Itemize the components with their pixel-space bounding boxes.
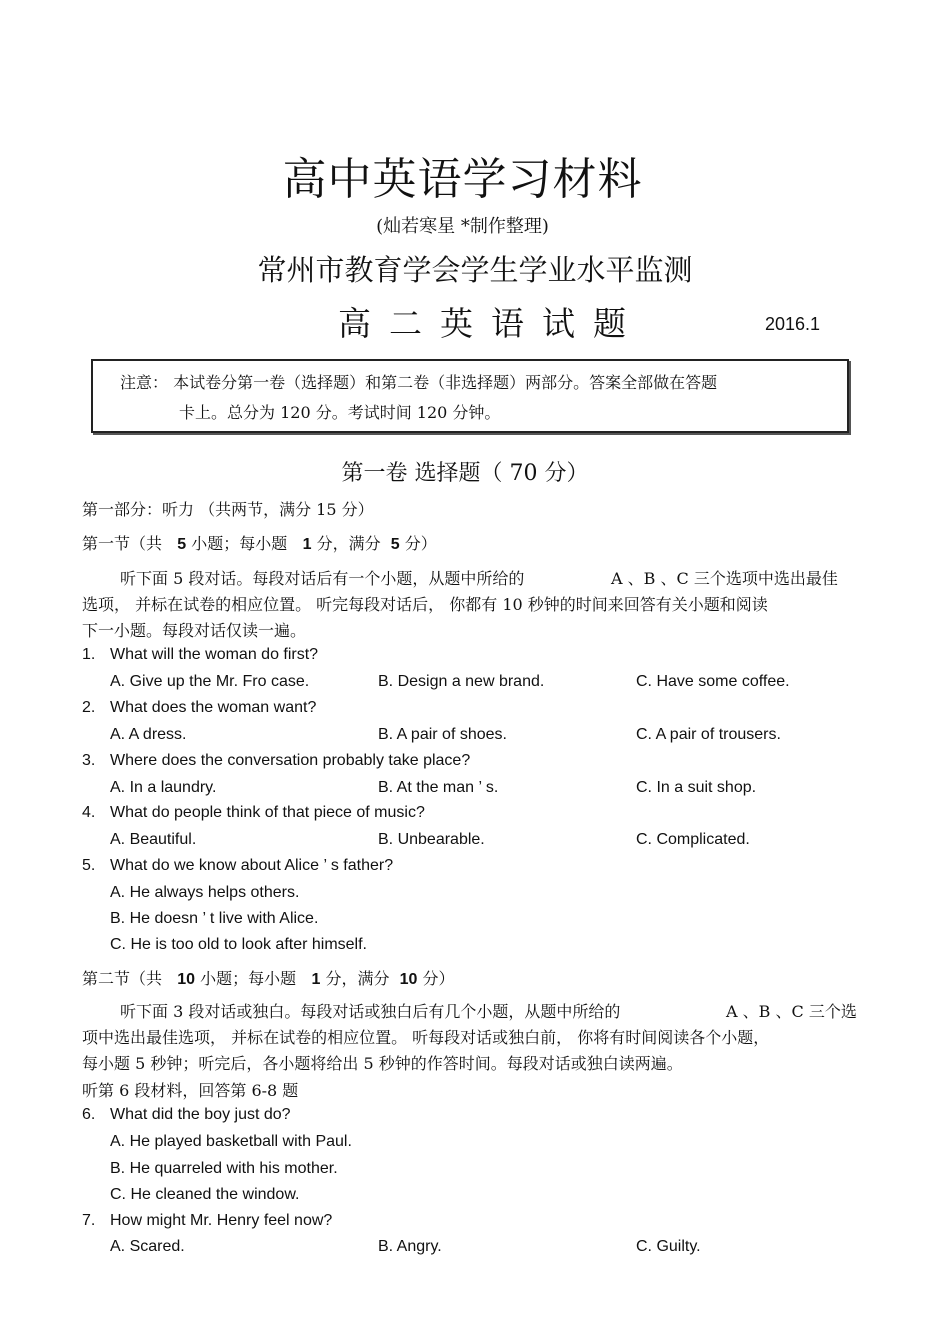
section2-heading-d: 分）: [422, 969, 455, 988]
question-number: 7.: [82, 1212, 96, 1229]
option-a: A. He always helps others.: [110, 884, 300, 901]
question-stem: What did the boy just do?: [110, 1106, 291, 1123]
section2-heading-n2: 1: [311, 971, 321, 988]
section1-heading-n1: 5: [177, 536, 187, 553]
question-number: 5.: [82, 857, 96, 874]
question-number: 1.: [82, 646, 96, 663]
option-b: B. Angry.: [378, 1238, 442, 1255]
document-subtitle: (灿若寒星 *制作整理): [376, 216, 549, 237]
section1-heading-b: 小题；每小题: [191, 534, 288, 553]
question-stem: How might Mr. Henry feel now?: [110, 1212, 333, 1229]
section1-heading-n2: 1: [302, 536, 312, 553]
section1-heading: [82, 531, 437, 554]
question-stem: What will the woman do first?: [110, 646, 319, 663]
section2-material-label: 听第 6 段材料，回答第 6-8 题: [82, 1081, 299, 1100]
section2-heading-c: 分，满分: [325, 969, 390, 988]
option-c: C. Complicated.: [636, 831, 750, 848]
option-c: C. A pair of trousers.: [636, 726, 781, 743]
option-a: A. A dress.: [110, 726, 187, 743]
option-a: A. In a laundry.: [110, 779, 217, 796]
option-a: A. Beautiful.: [110, 831, 197, 848]
section1-instruction-2: 选项， 并标在试卷的相应位置。 听完每段对话后， 你都有 10 秒钟的时间来回答有关小题和阅读: [82, 595, 768, 614]
section2-heading: [82, 966, 455, 989]
volume-title: 第一卷 选择题（ 70 分）: [341, 461, 589, 486]
section2-heading-b: 小题；每小题: [200, 969, 297, 988]
option-a: A. Scared.: [110, 1238, 185, 1255]
question-number: 2.: [82, 699, 96, 716]
option-c: C. In a suit shop.: [636, 779, 757, 796]
option-a: A. He played basketball with Paul.: [110, 1133, 352, 1150]
section1-heading-c: 分，满分: [316, 534, 381, 553]
question-number: 4.: [82, 804, 96, 821]
section1-instruction-1a: 听下面 5 段对话。每段对话后有一个小题，从题中所给的: [120, 569, 525, 588]
exam-title: 高二英语试题: [338, 304, 644, 343]
section2-heading-a: 第二节（共: [82, 969, 163, 988]
question-stem: What do people think of that piece of music?: [110, 804, 425, 821]
notice-line-2: 卡上。总分为 120 分。考试时间 120 分钟。: [179, 403, 501, 422]
option-c: C. He is too old to look after himself.: [110, 936, 367, 953]
question-stem: What does the woman want?: [110, 699, 317, 716]
notice-line-1: 注意： 本试卷分第一卷（选择题）和第二卷（非选择题）两部分。答案全部做在答题: [120, 373, 718, 392]
question-number: 3.: [82, 752, 96, 769]
option-b: B. Unbearable.: [378, 831, 485, 848]
section2-instruction-1b: A 、B 、C 三个选: [726, 1002, 857, 1021]
section1-heading-a: 第一节（共: [82, 534, 163, 553]
question-stem: Where does the conversation probably take place?: [110, 752, 471, 769]
option-b: B. Design a new brand.: [378, 673, 545, 690]
option-b: B. At the man ’ s.: [378, 779, 499, 796]
section2-heading-n1: 10: [177, 971, 196, 988]
document-title: 高中英语学习材料: [282, 154, 643, 205]
section1-heading-d: 分）: [404, 534, 437, 553]
question-number: 6.: [82, 1106, 96, 1123]
section2-instruction-2: 项中选出最佳选项， 并标在试卷的相应位置。 听每段对话或独白前， 你将有时间阅读各个小题，: [82, 1028, 770, 1047]
option-b: B. He doesn ’ t live with Alice.: [110, 910, 319, 927]
option-b: B. A pair of shoes.: [378, 726, 507, 743]
option-b: B. He quarreled with his mother.: [110, 1160, 338, 1177]
option-c: C. Guilty.: [636, 1238, 701, 1255]
option-c: C. Have some coffee.: [636, 673, 790, 690]
option-c: C. He cleaned the window.: [110, 1186, 300, 1203]
section2-instruction-1a: 听下面 3 段对话或独白。每段对话或独白后有几个小题，从题中所给的: [120, 1002, 621, 1021]
section2-heading-n3: 10: [399, 971, 418, 988]
section1-instruction-1b: A 、B 、C 三个选项中选出最佳: [611, 569, 838, 588]
section2-instruction-3: 每小题 5 秒钟；听完后，各小题将给出 5 秒钟的作答时间。每段对话或独白读两遍。: [82, 1054, 683, 1073]
exam-date: 2016.1: [765, 314, 821, 334]
question-stem: What do we know about Alice ’ s father?: [110, 857, 394, 874]
part1-heading: 第一部分：听力 （共两节，满分 15 分）: [82, 500, 374, 519]
organization-heading: 常州市教育学会学生学业水平监测: [257, 253, 693, 287]
option-a: A. Give up the Mr. Fro case.: [110, 673, 310, 690]
section1-heading-n3: 5: [390, 536, 400, 553]
section1-instruction-3: 下一小题。每段对话仅读一遍。: [82, 621, 307, 640]
